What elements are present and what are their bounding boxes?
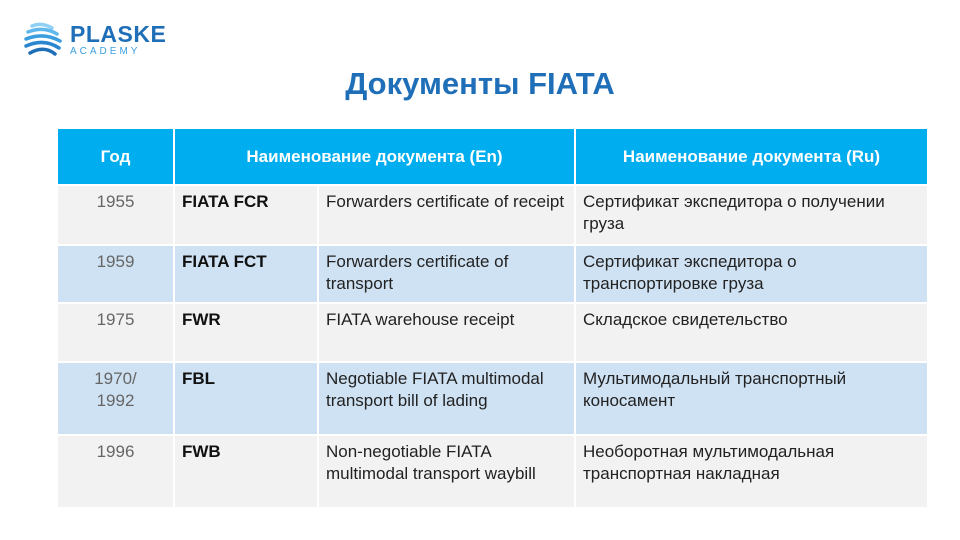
code-cell: FWR	[175, 304, 317, 361]
globe-logo-icon	[22, 20, 62, 60]
fiata-documents-table	[56, 127, 929, 509]
code-cell: FIATA FCR	[175, 186, 317, 244]
name-ru-cell: Сертификат экспедитора о транспортировке груза	[576, 246, 927, 302]
name-ru-cell: Мультимодальный транспортный коносамент	[576, 363, 927, 434]
year-cell: 1955	[58, 186, 173, 244]
plaske-academy-logo	[22, 20, 166, 60]
table-row	[58, 246, 927, 302]
name-en-cell: Forwarders certificate of receipt	[319, 186, 574, 244]
year-cell: 1970/ 1992	[58, 363, 173, 434]
name-ru-cell: Складское свидетельство	[576, 304, 927, 361]
table-row	[58, 186, 927, 244]
year-cell: 1975	[58, 304, 173, 361]
name-en-cell: Non-negotiable FIATA multimodal transport waybill	[319, 436, 574, 507]
header-name-ru: Наименование документа (Ru)	[576, 129, 927, 184]
table-header	[58, 129, 927, 184]
page-title: Документы FIATA	[345, 66, 615, 101]
table-row	[58, 436, 927, 507]
table-row	[58, 304, 927, 361]
code-cell: FIATA FCT	[175, 246, 317, 302]
year-cell: 1959	[58, 246, 173, 302]
name-en-cell: Negotiable FIATA multimodal transport bill of lading	[319, 363, 574, 434]
name-ru-cell: Сертификат экспедитора о получении груза	[576, 186, 927, 244]
table-row	[58, 363, 927, 434]
name-en-cell: FIATA warehouse receipt	[319, 304, 574, 361]
logo-subtitle: ACADEMY	[70, 46, 141, 57]
year-cell: 1996	[58, 436, 173, 507]
name-en-cell: Forwarders certificate of transport	[319, 246, 574, 302]
header-year: Год	[58, 129, 173, 184]
logo-name: PLASKE	[70, 21, 167, 47]
code-cell: FWB	[175, 436, 317, 507]
name-ru-cell: Необоротная мультимодальная транспортная накладная	[576, 436, 927, 507]
code-cell: FBL	[175, 363, 317, 434]
header-name-en: Наименование документа (En)	[175, 129, 574, 184]
